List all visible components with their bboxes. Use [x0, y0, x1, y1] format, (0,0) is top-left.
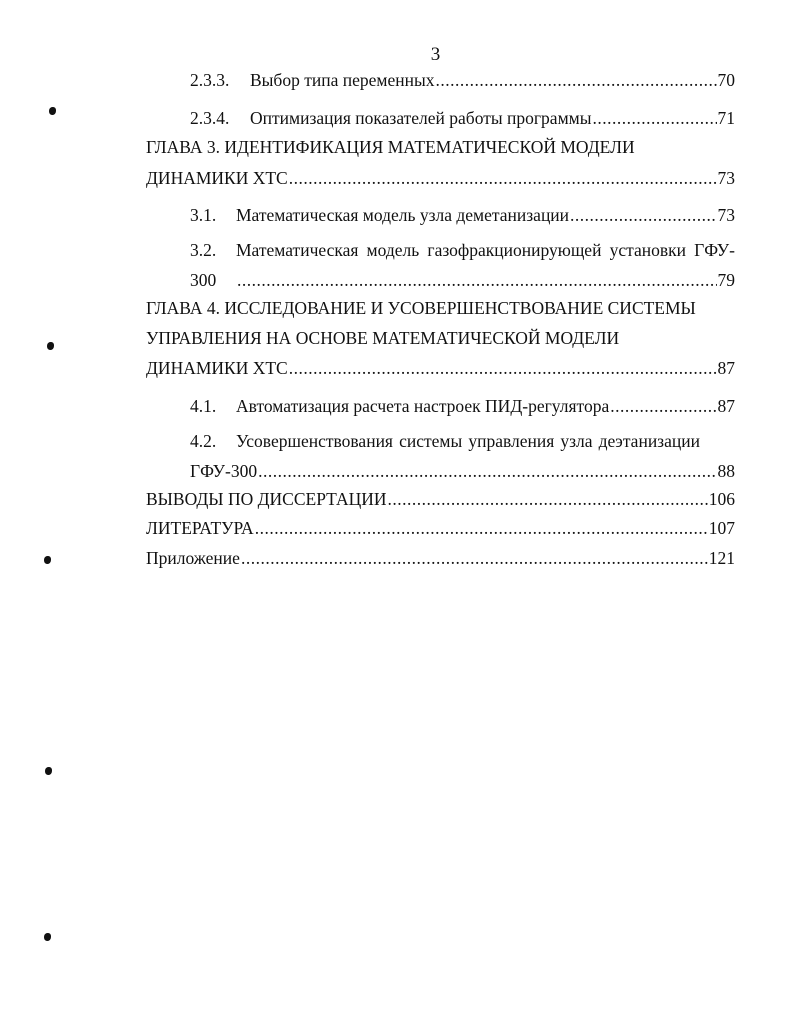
section-title-last-line: [190, 270, 735, 291]
toc-entry-literature[interactable]: [146, 518, 735, 539]
section-title: Выбор типа переменных: [250, 70, 435, 90]
section-number: 2.3.4.: [190, 108, 230, 128]
section-title-line: ГФУ-300: [190, 461, 258, 481]
toc-entry-2-3-3[interactable]: [190, 70, 735, 91]
section-title: ВЫВОДЫ ПО ДИССЕРТАЦИИ: [146, 489, 387, 509]
page-ref: 70: [717, 70, 735, 90]
section-number: 2.3.3.: [190, 70, 230, 90]
page-ref: 121: [708, 548, 735, 568]
page-ref: 87: [717, 358, 735, 378]
dot-leader: [435, 70, 716, 91]
dot-leader: [570, 205, 716, 226]
section-title-line: 300: [190, 270, 217, 290]
section-title-word: газофракционирующей: [427, 240, 602, 260]
section-number: 4.2.: [190, 431, 217, 451]
dot-leader: [289, 168, 717, 189]
section-title-word: модель: [366, 240, 420, 260]
dot-leader: [610, 396, 716, 417]
toc-entry-appendix[interactable]: [146, 548, 735, 569]
section-title: Математическая модель узла деметанизации: [236, 205, 570, 225]
section-number: 3.2.: [190, 240, 217, 260]
scan-hole-mark: [44, 933, 51, 941]
page-ref: 87: [717, 396, 735, 416]
dot-leader: [258, 461, 716, 482]
toc-entry-conclusions[interactable]: [146, 489, 735, 510]
section-title: Оптимизация показателей работы программы: [250, 108, 592, 128]
section-title-word: ГФУ-: [694, 240, 735, 260]
page-ref: 106: [708, 489, 735, 509]
section-title-word: узла: [560, 431, 593, 451]
section-title-word: управления: [468, 431, 555, 451]
section-title: ЛИТЕРАТУРА: [146, 518, 254, 538]
section-title-line: [190, 240, 735, 261]
chapter-title-line: ГЛАВА 4. ИССЛЕДОВАНИЕ И УСОВЕРШЕНСТВОВАНИЕ СИСТЕМЫ: [146, 298, 696, 318]
toc-entry-2-3-4[interactable]: [190, 108, 735, 129]
section-title: Автоматизация расчета настроек ПИД-регулятора: [236, 396, 610, 416]
toc-entry-4-1[interactable]: [190, 396, 735, 417]
page-ref: 73: [717, 205, 735, 225]
section-title-word: системы: [399, 431, 463, 451]
scan-hole-mark: [49, 107, 56, 115]
dot-leader: [289, 358, 717, 379]
chapter-title-last-line: [146, 168, 735, 189]
dot-leader: [255, 518, 708, 539]
dot-leader: [388, 489, 708, 510]
chapter-title-line: ДИНАМИКИ ХТС: [146, 168, 288, 188]
dot-leader: [241, 548, 708, 569]
scan-hole-mark: [44, 556, 51, 564]
dot-leader: [237, 270, 717, 291]
chapter-title-line: УПРАВЛЕНИЯ НА ОСНОВЕ МАТЕМАТИЧЕСКОЙ МОДЕЛИ: [146, 328, 620, 348]
section-title-word: Усовершенствования: [236, 431, 393, 451]
dot-leader: [592, 108, 716, 129]
chapter-title-last-line: [146, 358, 735, 379]
page-ref: 79: [717, 270, 735, 290]
scan-hole-mark: [47, 342, 54, 350]
chapter-title-line: ДИНАМИКИ ХТС: [146, 358, 288, 378]
chapter-title-line: ГЛАВА 3. ИДЕНТИФИКАЦИЯ МАТЕМАТИЧЕСКОЙ МОДЕЛИ: [146, 137, 635, 157]
scan-hole-mark: [45, 767, 52, 775]
section-title-word: Математическая: [236, 240, 359, 260]
section-number: 4.1.: [190, 396, 217, 416]
page-ref: 73: [717, 168, 735, 188]
section-title-line: [190, 431, 700, 452]
section-title-word: установки: [609, 240, 686, 260]
section-title-last-line: [190, 461, 735, 482]
page-number: 3: [430, 44, 441, 65]
section-number: 3.1.: [190, 205, 217, 225]
page-ref: 71: [717, 108, 735, 128]
page-ref: 107: [708, 518, 735, 538]
page-ref: 88: [717, 461, 735, 481]
toc-entry-3-1[interactable]: [190, 205, 735, 226]
section-title: Приложение: [146, 548, 240, 568]
section-title-word: деэтанизации: [598, 431, 700, 451]
